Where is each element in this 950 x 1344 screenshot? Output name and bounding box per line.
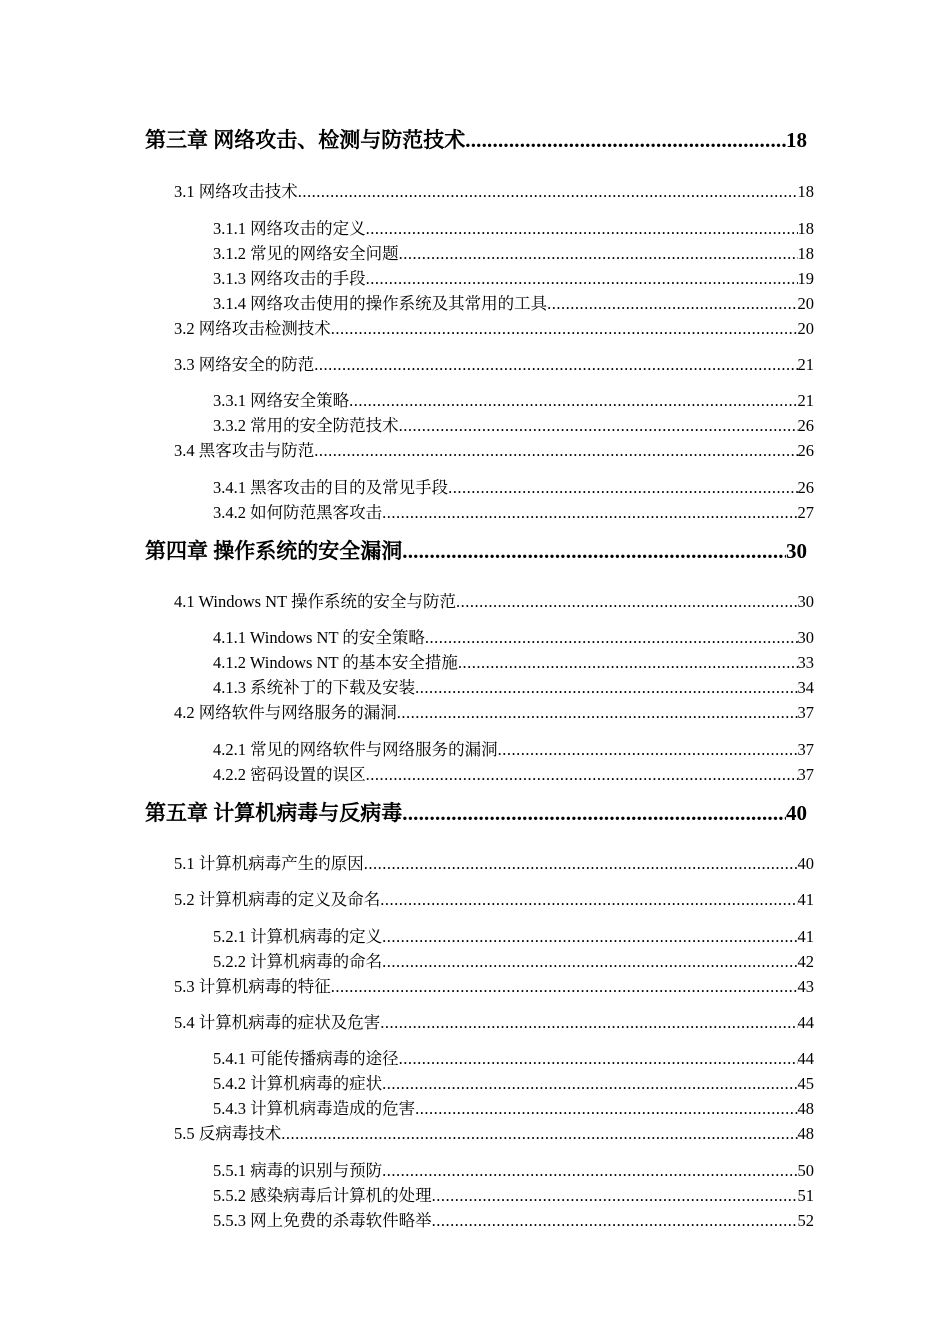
toc-leader-dots — [314, 441, 797, 461]
toc-entry-page: 34 — [797, 678, 814, 697]
toc-leader-dots — [314, 355, 797, 375]
toc-entry-page: 21 — [797, 391, 814, 410]
toc-entry-title: 5.5.1 病毒的识别与预防 — [213, 1161, 383, 1180]
toc-entry-page: 33 — [797, 653, 814, 672]
toc-leader-dots — [382, 927, 797, 947]
toc-entry-page: 30 — [786, 539, 807, 563]
toc-leader-dots — [402, 539, 786, 564]
toc-entry-page: 30 — [797, 592, 814, 611]
toc-entry-page: 44 — [797, 1013, 814, 1032]
toc-leader-dots — [366, 765, 798, 785]
toc-section-entry[interactable] — [174, 1009, 814, 1033]
toc-leader-dots — [456, 592, 798, 612]
toc-entry-page: 52 — [797, 1211, 814, 1230]
toc-leader-dots — [547, 294, 797, 314]
toc-leader-dots — [458, 653, 798, 673]
toc-leader-dots — [448, 478, 797, 498]
toc-chapter-entry[interactable] — [145, 797, 807, 827]
toc-entry-title: 3.4 黑客攻击与防范 — [174, 441, 315, 460]
toc-leader-dots — [380, 1013, 797, 1033]
toc-entry-title: 3.3.2 常用的安全防范技术 — [213, 416, 399, 435]
toc-subsection-entry[interactable] — [213, 387, 814, 411]
toc-subsection-entry[interactable] — [213, 1095, 814, 1119]
toc-leader-dots — [281, 1124, 797, 1144]
toc-entry-title: 3.3.1 网络安全策略 — [213, 391, 350, 410]
toc-leader-dots — [402, 801, 786, 826]
toc-entry-title: 3.1.2 常见的网络安全问题 — [213, 244, 399, 263]
toc-entry-title: 4.2.2 密码设置的误区 — [213, 765, 366, 784]
toc-entry-title: 3.1.1 网络攻击的定义 — [213, 219, 366, 238]
toc-entry-title: 3.2 网络攻击检测技术 — [174, 319, 331, 338]
toc-subsection-entry[interactable] — [213, 265, 814, 289]
toc-entry-title: 3.1 网络攻击技术 — [174, 182, 298, 201]
toc-entry-page: 26 — [797, 416, 814, 435]
toc-section-entry[interactable] — [174, 178, 814, 202]
toc-entry-title: 第三章 网络攻击、检测与防范技术 — [145, 128, 466, 152]
toc-leader-dots — [331, 319, 798, 339]
toc-section-entry[interactable] — [174, 315, 814, 339]
toc-subsection-entry[interactable] — [213, 240, 814, 264]
toc-entry-title: 4.1 Windows NT 操作系统的安全与防范 — [174, 592, 456, 611]
toc-leader-dots — [425, 628, 798, 648]
toc-section-entry[interactable] — [174, 886, 814, 910]
toc-leader-dots — [415, 678, 797, 698]
toc-leader-dots — [399, 244, 798, 264]
toc-entry-page: 26 — [797, 441, 814, 460]
toc-section-entry[interactable] — [174, 850, 814, 874]
toc-entry-page: 21 — [797, 355, 814, 374]
toc-leader-dots — [364, 854, 798, 874]
toc-entry-title: 4.2 网络软件与网络服务的漏洞 — [174, 703, 397, 722]
toc-leader-dots — [382, 503, 797, 523]
toc-entry-title: 3.1.3 网络攻击的手段 — [213, 269, 366, 288]
toc-leader-dots — [465, 128, 786, 153]
toc-entry-page: 48 — [797, 1124, 814, 1143]
toc-leader-dots — [298, 182, 798, 202]
toc-entry-page: 41 — [797, 890, 814, 909]
toc-entry-title: 3.4.1 黑客攻击的目的及常见手段 — [213, 478, 449, 497]
toc-leader-dots — [331, 977, 798, 997]
toc-section-entry[interactable] — [174, 973, 814, 997]
toc-entry-title: 3.1.4 网络攻击使用的操作系统及其常用的工具 — [213, 294, 548, 313]
toc-entry-page: 18 — [797, 244, 814, 263]
toc-entry-title: 5.5.3 网上免费的杀毒软件略举 — [213, 1211, 432, 1230]
toc-subsection-entry[interactable] — [213, 499, 814, 523]
toc-leader-dots — [432, 1211, 798, 1231]
toc-entry-title: 4.1.1 Windows NT 的安全策略 — [213, 628, 425, 647]
toc-subsection-entry[interactable] — [213, 1070, 814, 1094]
toc-leader-dots — [382, 1161, 797, 1181]
toc-subsection-entry[interactable] — [213, 649, 814, 673]
toc-entry-page: 40 — [797, 854, 814, 873]
toc-leader-dots — [366, 219, 798, 239]
toc-entry-page: 18 — [797, 182, 814, 201]
toc-leader-dots — [498, 740, 798, 760]
toc-entry-page: 30 — [797, 628, 814, 647]
toc-entry-title: 5.4.1 可能传播病毒的途径 — [213, 1049, 399, 1068]
toc-entry-title: 5.4.2 计算机病毒的症状 — [213, 1074, 383, 1093]
toc-subsection-entry[interactable] — [213, 412, 814, 436]
toc-entry-page: 20 — [797, 319, 814, 338]
toc-subsection-entry[interactable] — [213, 761, 814, 785]
toc-section-entry[interactable] — [174, 437, 814, 461]
toc-leader-dots — [432, 1186, 798, 1206]
toc-entry-title: 3.4.2 如何防范黑客攻击 — [213, 503, 383, 522]
toc-entry-page: 40 — [786, 801, 807, 825]
toc-leader-dots — [399, 1049, 798, 1069]
toc-leader-dots — [399, 416, 798, 436]
toc-entry-page: 20 — [797, 294, 814, 313]
toc-entry-title: 5.1 计算机病毒产生的原因 — [174, 854, 364, 873]
toc-subsection-entry[interactable] — [213, 1045, 814, 1069]
toc-entry-page: 51 — [797, 1186, 814, 1205]
toc-entry-title: 5.4.3 计算机病毒造成的危害 — [213, 1099, 416, 1118]
toc-subsection-entry[interactable] — [213, 1207, 814, 1231]
toc-entry-title: 5.3 计算机病毒的特征 — [174, 977, 331, 996]
toc-section-entry[interactable] — [174, 351, 814, 375]
toc-entry-page: 50 — [797, 1161, 814, 1180]
toc-subsection-entry[interactable] — [213, 948, 814, 972]
toc-section-entry[interactable] — [174, 699, 814, 723]
toc-entry-title: 3.3 网络安全的防范 — [174, 355, 315, 374]
toc-subsection-entry[interactable] — [213, 736, 814, 760]
toc-entry-title: 4.2.1 常见的网络软件与网络服务的漏洞 — [213, 740, 498, 759]
toc-entry-page: 42 — [797, 952, 814, 971]
toc-entry-page: 26 — [797, 478, 814, 497]
toc-entry-page: 48 — [797, 1099, 814, 1118]
toc-leader-dots — [366, 269, 798, 289]
toc-entry-page: 41 — [797, 927, 814, 946]
toc-entry-title: 4.1.2 Windows NT 的基本安全措施 — [213, 653, 458, 672]
toc-entry-page: 27 — [797, 503, 814, 522]
toc-leader-dots — [397, 703, 798, 723]
toc-entry-title: 5.2.2 计算机病毒的命名 — [213, 952, 383, 971]
toc-subsection-entry[interactable] — [213, 215, 814, 239]
toc-entry-title: 第四章 操作系统的安全漏洞 — [145, 539, 403, 563]
toc-entry-title: 5.5 反病毒技术 — [174, 1124, 282, 1143]
toc-section-entry[interactable] — [174, 1120, 814, 1144]
toc-leader-dots — [380, 890, 797, 910]
toc-entry-page: 45 — [797, 1074, 814, 1093]
toc-subsection-entry[interactable] — [213, 1157, 814, 1181]
toc-entry-title: 5.2 计算机病毒的定义及命名 — [174, 890, 381, 909]
toc-leader-dots — [382, 952, 797, 972]
toc-entry-title: 第五章 计算机病毒与反病毒 — [145, 801, 403, 825]
toc-entry-page: 37 — [797, 740, 814, 759]
toc-subsection-entry[interactable] — [213, 624, 814, 648]
toc-entry-page: 37 — [797, 765, 814, 784]
toc-leader-dots — [415, 1099, 797, 1119]
toc-subsection-entry[interactable] — [213, 923, 814, 947]
toc-entry-page: 44 — [797, 1049, 814, 1068]
toc-leader-dots — [349, 391, 797, 411]
toc-entry-page: 37 — [797, 703, 814, 722]
toc-subsection-entry[interactable] — [213, 474, 814, 498]
toc-entry-title: 5.2.1 计算机病毒的定义 — [213, 927, 383, 946]
toc-section-entry[interactable] — [174, 588, 814, 612]
toc-chapter-entry[interactable] — [145, 124, 807, 154]
toc-subsection-entry[interactable] — [213, 290, 814, 314]
toc-entry-page: 18 — [797, 219, 814, 238]
toc-entry-title: 5.4 计算机病毒的症状及危害 — [174, 1013, 381, 1032]
toc-entry-title: 4.1.3 系统补丁的下载及安装 — [213, 678, 416, 697]
toc-entry-page: 43 — [797, 977, 814, 996]
toc-subsection-entry[interactable] — [213, 1182, 814, 1206]
toc-leader-dots — [382, 1074, 797, 1094]
toc-entry-page: 18 — [786, 128, 807, 152]
toc-chapter-entry[interactable] — [145, 535, 807, 565]
toc-entry-page: 19 — [797, 269, 814, 288]
toc-subsection-entry[interactable] — [213, 674, 814, 698]
toc-entry-title: 5.5.2 感染病毒后计算机的处理 — [213, 1186, 432, 1205]
